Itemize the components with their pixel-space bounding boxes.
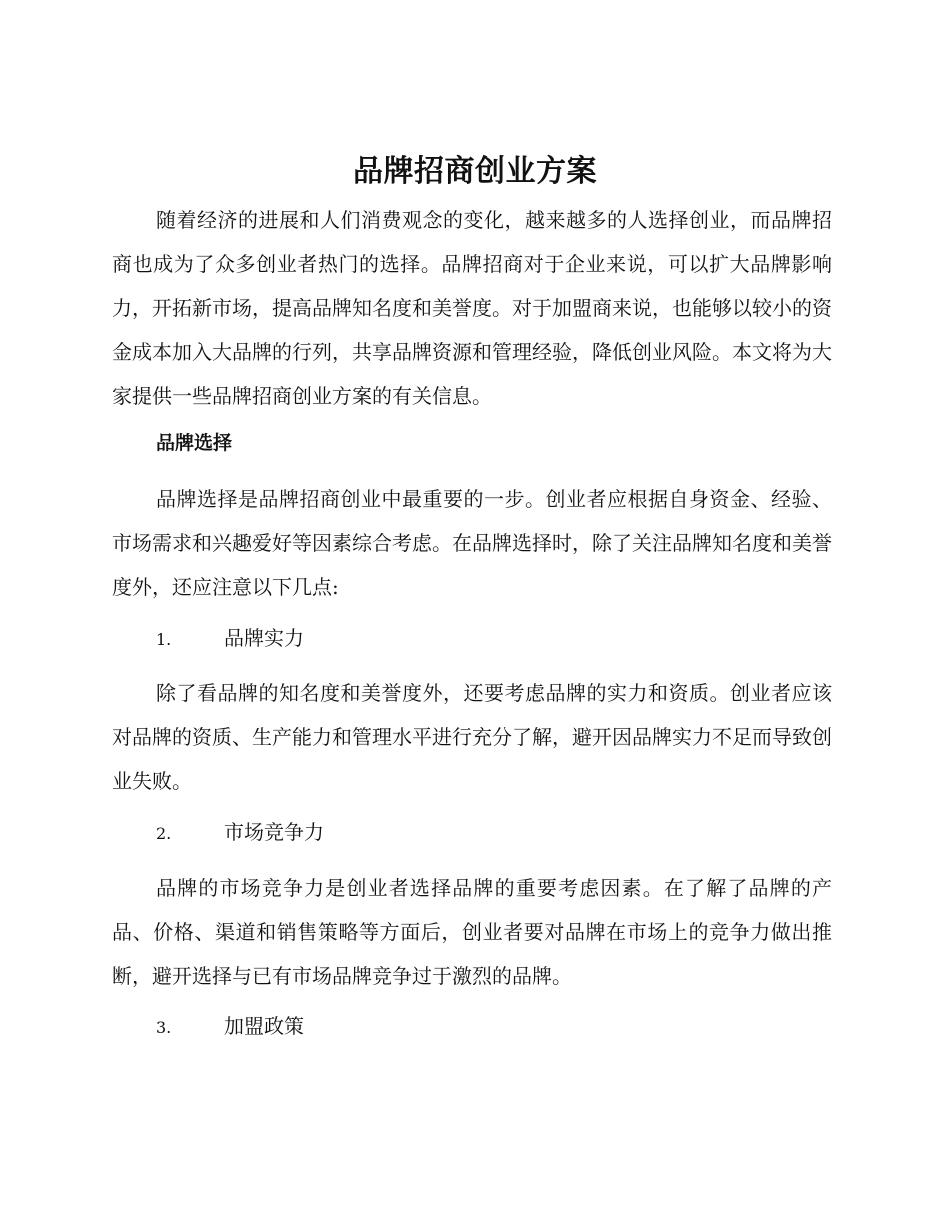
list-number: 3. [156,1018,172,1037]
section-heading: 品牌选择 [156,432,233,454]
document-title: 品牌招商创业方案 [353,154,597,189]
list-number: 1. [156,630,172,649]
list-label: 加盟政策 [224,1014,304,1038]
item-1-paragraph: 除了看品牌的知名度和美誉度外，还要考虑品牌的实力和资质。创业者应该对品牌的资质、生产能力和管理水平进行充分了解，避开因品牌实力不足而导致创业失败。 [112,681,832,793]
list-item-2 [156,817,324,849]
list-label: 品牌实力 [224,626,304,650]
list-number: 2. [156,824,172,843]
item-2-paragraph: 品牌的市场竞争力是创业者选择品牌的重要考虑因素。在了解了品牌的产品、价格、渠道和销售策略等方面后，创业者要对品牌在市场上的竞争力做出推断，避开选择与已有市场品牌竞争过于激烈的品牌。 [112,876,832,988]
intro-paragraph: 随着经济的进展和人们消费观念的变化，越来越多的人选择创业，而品牌招商也成为了众多创业者热门的选择。品牌招商对于企业来说，可以扩大品牌影响力，开拓新市场，提高品牌知名度和美誉度。对于加盟商来说，也能够以较小的资金成本加入大品牌的行列，共享品牌资源和管理经验，降低创业风险。本文将为大家提供一些品牌招商创业方案的有关信息。 [112,208,832,408]
list-item-3 [156,1011,304,1043]
list-item-1 [156,623,304,655]
list-label: 市场竞争力 [224,820,324,844]
section-intro-paragraph: 品牌选择是品牌招商创业中最重要的一步。创业者应根据自身资金、经验、市场需求和兴趣爱好等因素综合考虑。在品牌选择时，除了关注品牌知名度和美誉度外，还应注意以下几点: [112,487,832,599]
